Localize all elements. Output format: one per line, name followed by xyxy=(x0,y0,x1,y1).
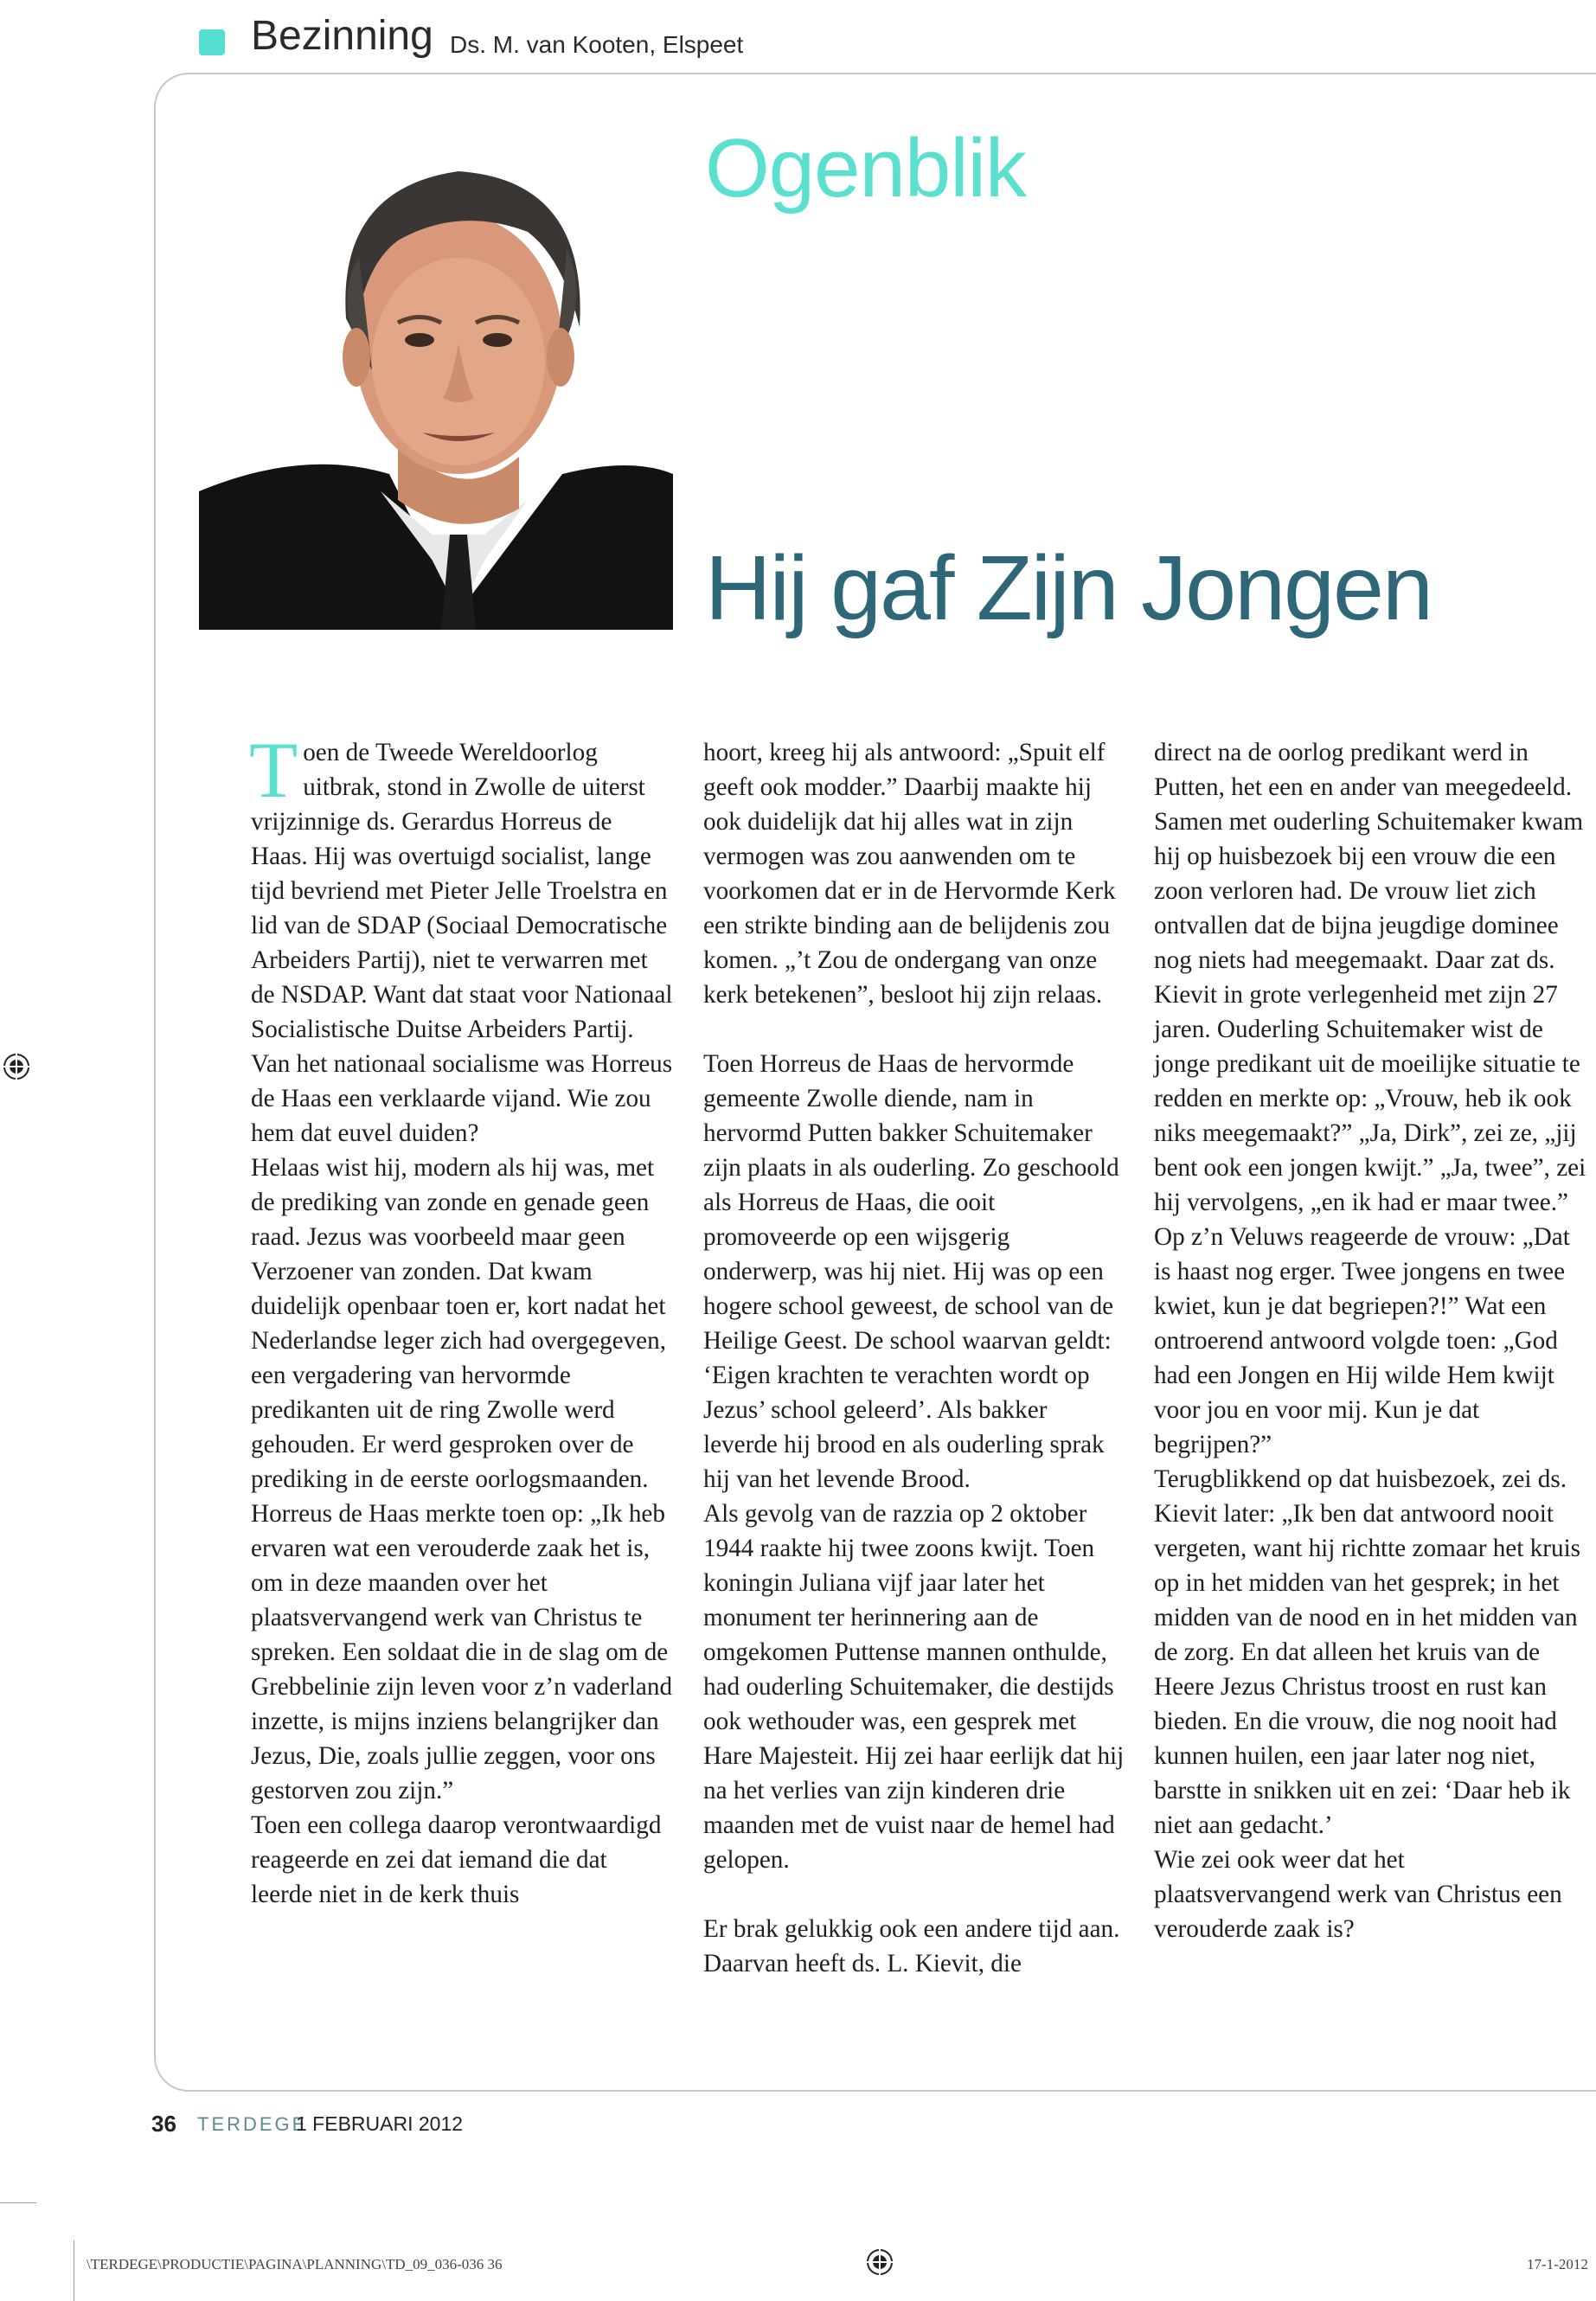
paragraph: Toen een collega daarop verontwaardigd reageerde en zei dat iemand die dat leerde niet in de kerk thuis xyxy=(251,1811,662,1908)
crop-mark xyxy=(0,2202,36,2203)
article-kicker: Ogenblik xyxy=(705,122,1026,215)
paragraph: Horreus de Haas merkte toen op: „Ik heb ervaren wat een verouderde zaak het is, om in deze maanden over het plaatsvervangend werk van Christus te spreken. Een soldaat die in de slag om de Grebbelinie zijn leven voor z’n vaderland inzette, is mijns inziens belangrijker dan Jezus, Die, zoals jullie zeggen, voor ons gestorven zou zijn.” xyxy=(251,1500,673,1804)
print-slug: \TERDEGE\PRODUCTIE\PAGINA\PLANNING\TD_09_036-036 36 xyxy=(87,2256,503,2272)
paragraph: Als gevolg van de razzia op 2 oktober 1944 raakte hij twee zoons kwijt. Toen koningin Juliana vijf jaar later het monument ter herinnering aan de omgekomen Puttense mannen onthulde, had ouderling Schuitemaker, die destijds ook wethouder was, een gesprek met Hare Majesteit. Hij zei haar eerlijk dat hij na het verlies van zijn kinderen drie maanden met de vuist naar de hemel had gelopen. xyxy=(703,1500,1125,1874)
paragraph: Terugblikkend op dat huisbezoek, zei ds. Kievit later: „Ik ben dat antwoord nooit vergeten, want hij richtte zomaar het kruis op in het midden van het gesprek; in het midden van de nood en in het midden van de zorg. En dat alleen het kruis van de Heere Jezus Christus troost en rust kan bieden. En die vrouw, die nog nooit had kunnen huilen, een jaar later nog niet, barstte in snikken uit en zei: ‘Daar heb ik niet aan gedacht.’ xyxy=(1154,1465,1581,1839)
article-column-3 xyxy=(1154,735,1586,1946)
article-headline: Hij gaf Zijn Jongen xyxy=(705,537,1432,639)
print-date: 17-1-2012 xyxy=(1527,2256,1588,2272)
paragraph: direct na de oorlog predikant werd in Putten, het een en ander van meegedeeld. Samen met ouderling Schuitemaker kwam hij op huisbezoek bij een vrouw die een zoon verloren had. De vrouw liet zich ontvallen dat de bijna jeugdige dominee nog niets had meegemaakt. Daar zat ds. Kievit in grote verlegenheid met zijn 27 jaren. Ouderling Schuitemaker wist de jonge predikant uit de moeilijke situatie te redden en merkte op: „Vrouw, heb ik ook niks meegemaakt?” „Ja, Dirk”, zei ze, „jij bent ook een jongen kwijt.” „Ja, twee”, zei hij vervolgens, „en ik had er maar twee.” Op z’n Veluws reageerde de vrouw: „Dat is haast nog erger. Twee jongens en twee kwiet, kun je dat begriepen?!” Wat een ontroerend antwoord volgde toen: „God had een Jongen en Hij wilde Hem kwijt voor jou en voor mij. Kun je dat begrijpen?” xyxy=(1154,739,1586,1458)
article-column-2 xyxy=(703,735,1127,1981)
author-photo xyxy=(199,128,673,630)
paragraph: Toen Horreus de Haas de hervormde gemeente Zwolle diende, nam in hervormd Putten bakker Schuitemaker zijn plaats in als ouderling. Zo geschoold als Horreus de Haas, die ooit promoveerde op een wijsgerig onderwerp, was hij niet. Hij was op een hogere school geweest, de school van de Heilige Geest. De school waarvan geldt: ‘Eigen krachten te verachten wordt op Jezus’ school geleerd’. Als bakker leverde hij brood en als ouderling sprak hij van het levende Brood. xyxy=(703,1050,1119,1493)
issue-date: 1 FEBRUARI 2012 xyxy=(296,2112,464,2135)
paragraph: hoort, kreeg hij als antwoord: „Spuit elf geeft ook modder.” Daarbij maakte hij ook duidelijk dat hij alles wat in zijn vermogen was zou aanwenden om te voorkomen dat er in de Hervormde Kerk een strikte binding aan de belijdenis zou komen. „’t Zou de ondergang van onze kerk betekenen”, besloot hij zijn relaas. xyxy=(703,739,1116,1009)
author-byline: Ds. M. van Kooten, Elspeet xyxy=(450,31,744,58)
drop-cap: T xyxy=(249,726,298,814)
article-column-1 xyxy=(249,726,675,1912)
section-marker xyxy=(199,29,225,55)
paragraph-gap xyxy=(703,1012,1127,1047)
registration-mark-icon xyxy=(865,2247,894,2277)
paragraph: oen de Tweede Wereldoorlog uitbrak, stond in Zwolle de uiterst vrijzinnige ds. Gerardus Horreus de Haas. Hij was overtuigd socialist, lange tijd bevriend met Pieter Jelle Troelstra en lid van de SDAP (Sociaal Democratische Arbeiders Partij), niet te verwarren met de NSDAP. Want dat staat voor Nationaal Socialistische Duitse Arbeiders Partij. Van het nationaal socialisme was Horreus de Haas een verklaarde vijand. Wie zou hem dat euvel duiden? xyxy=(251,739,673,1147)
paragraph-gap xyxy=(703,1877,1127,1912)
page-number: 36 xyxy=(151,2111,176,2137)
section-title: Bezinning xyxy=(251,13,433,59)
paragraph: Helaas wist hij, modern als hij was, met de prediking van zonde en genade geen raad. Jezus was voorbeeld maar geen Verzoener van zonden. Dat kwam duidelijk openbaar toen er, kort nadat het Nederlandse leger zich had overgegeven, een vergadering van hervormde predikanten uit de ring Zwolle werd gehouden. Er werd gesproken over de prediking in de eerste oorlogsmaanden. xyxy=(251,1154,667,1493)
registration-mark-icon xyxy=(2,1052,31,1081)
magazine-name: TERDEGE xyxy=(197,2113,308,2135)
paragraph: Er brak gelukkig ook een andere tijd aan. Daarvan heeft ds. L. Kievit, die xyxy=(703,1915,1120,1977)
paragraph: Wie zei ook weer dat het plaatsvervangend werk van Christus een verouderde zaak is? xyxy=(1154,1846,1562,1943)
